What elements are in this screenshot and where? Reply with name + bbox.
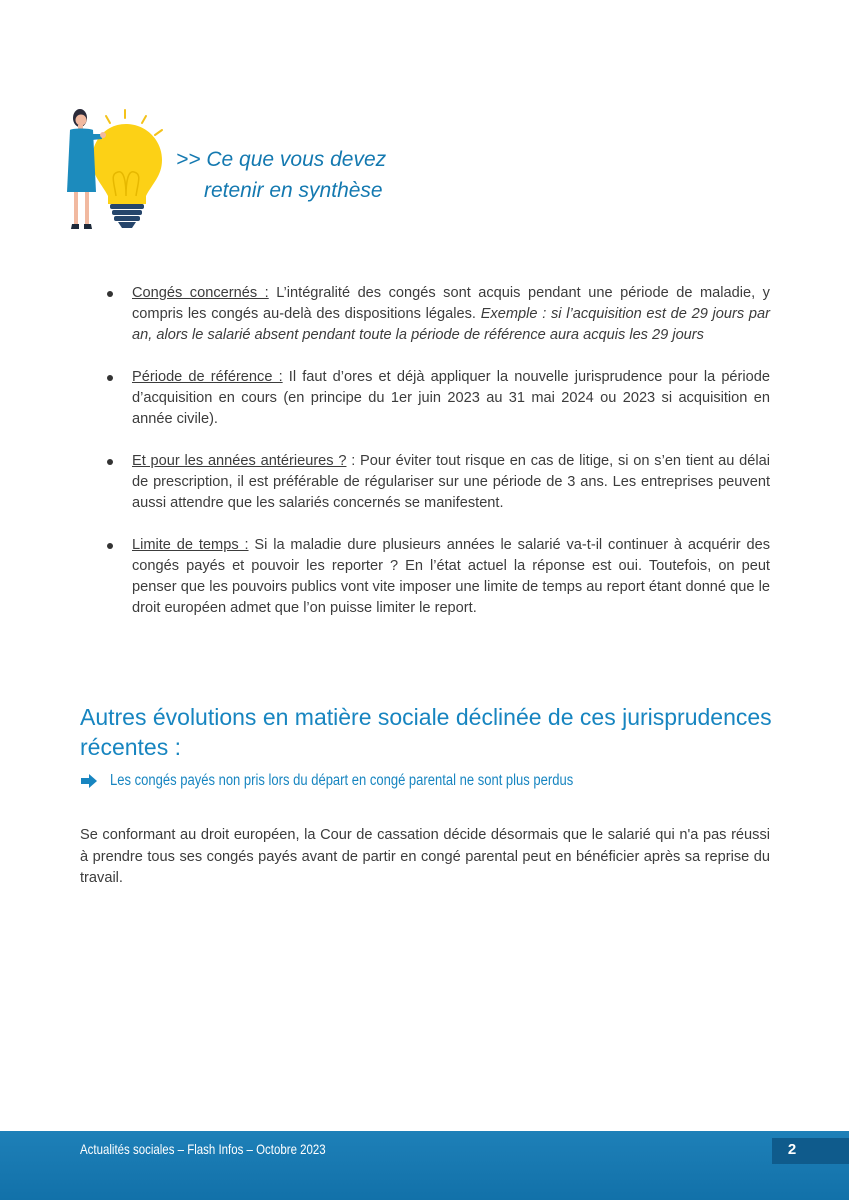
- bullet-term: Congés concernés :: [132, 285, 269, 301]
- page-footer: [0, 1131, 849, 1200]
- bullet-conges-concernes: [104, 283, 770, 346]
- bullet-term: Et pour les années antérieures ?: [132, 453, 347, 469]
- bullet-example: Exemple : si l’acquisition est de 29 jours par an, alors le salarié absent pendant toute la période de référence aura acquis les 29 jours: [132, 306, 770, 343]
- page-number: 2: [787, 1141, 797, 1158]
- footer-text: Actualités sociales – Flash Infos – Octobre 2023: [80, 1141, 326, 1157]
- bullet-dot: [107, 459, 113, 465]
- subheading-text: Les congés payés non pris lors du départ en congé parental ne sont plus perdus: [110, 772, 574, 789]
- section-title: Autres évolutions en matière sociale déclinée de ces jurisprudences récentes :: [80, 704, 772, 760]
- bullet-dot: [107, 291, 113, 297]
- synthesis-title-line2: retenir en synthèse: [204, 179, 383, 202]
- synthesis-title: [176, 144, 386, 206]
- bullet-limite-temps: [104, 535, 770, 619]
- bullet-term: Période de référence :: [132, 369, 283, 385]
- bullet-term: Limite de temps :: [132, 537, 249, 553]
- bullet-text: Si la maladie dure plusieurs années le salarié va-t-il continuer à acquérir des congés payés et pouvoir les reporter ? En l’état actuel la réponse est oui. Toutefois, on peut penser que les pouvoirs publics vont vite imposer une limite de temps au report étant donné que le droit européen admet que l’on puisse limiter le report.: [132, 537, 770, 616]
- bullet-periode-reference: [104, 367, 770, 430]
- woman-lightbulb-icon: [62, 104, 172, 234]
- bullet-dot: [107, 543, 113, 549]
- bullet-text: : Pour éviter tout risque en cas de litige, si on s’en tient au délai de prescription, il est préférable de régulariser sur une période de 3 ans. Les entreprises peuvent aussi attendre que les salariés concernés se manifestent.: [132, 453, 770, 511]
- bullet-text: L’intégralité des congés sont acquis pendant une période de maladie, y compris les congés au-delà des dispositions légales.: [132, 285, 770, 322]
- bullet-dot: [107, 375, 113, 381]
- synthesis-title-line1: >> Ce que vous devez: [176, 148, 387, 171]
- section-paragraph: Se conformant au droit européen, la Cour de cassation décide désormais que le salarié qui n'a pas réussi à prendre tous ses congés payés avant de partir en congé parental peut en bénéficier après sa reprise du travail.: [80, 827, 770, 886]
- section-subheading: [80, 772, 661, 790]
- bullet-annees-anterieures: [104, 451, 770, 514]
- arrow-right-icon: [80, 774, 98, 788]
- page-number-box: [772, 1138, 849, 1164]
- synthesis-bullet-list: [104, 283, 770, 640]
- bullet-text: Il faut d’ores et déjà appliquer la nouvelle jurisprudence pour la période d’acquisition en cours (en principe du 1er juin 2023 au 31 mai 2024 ou 2023 si acquisition en année civile).: [132, 369, 770, 427]
